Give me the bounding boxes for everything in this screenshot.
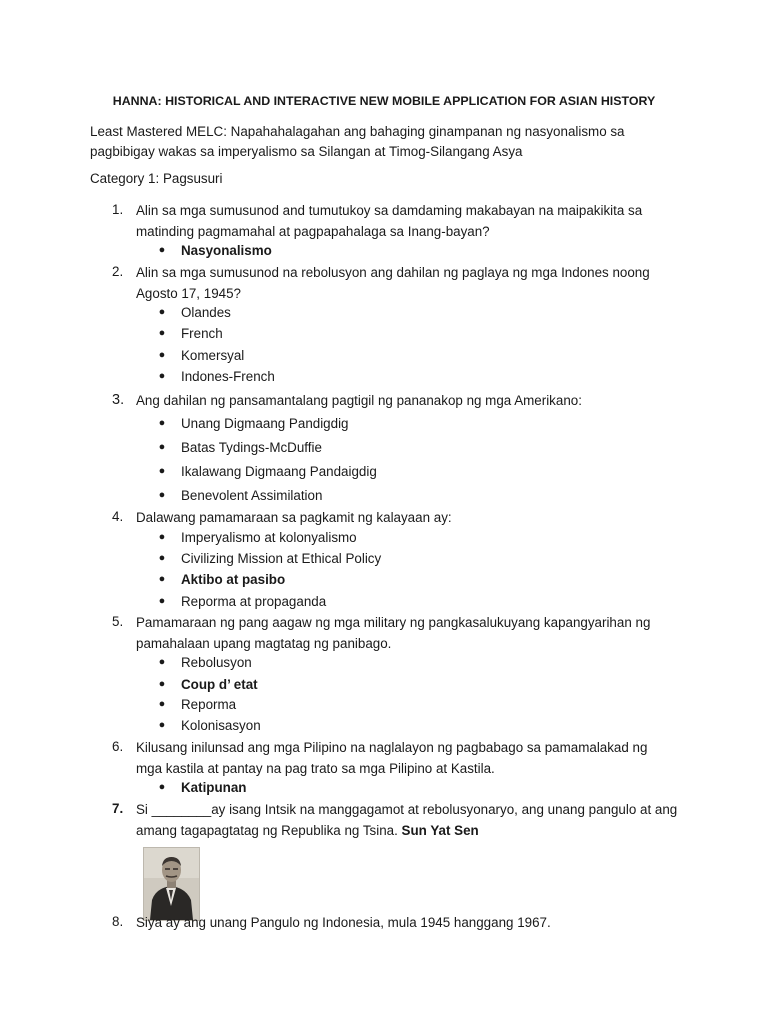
question-4-option-4: Reporma at propaganda bbox=[181, 594, 327, 609]
portrait-illustration bbox=[144, 848, 199, 920]
bullet-icon: ● bbox=[158, 595, 166, 607]
question-3-option-1: Unang Digmaang Pandigdig bbox=[181, 416, 349, 431]
bullet-icon: ● bbox=[158, 531, 166, 543]
question-1-number: 1. bbox=[112, 202, 124, 217]
question-6-line-1: Kilusang inilunsad ang mga Pilipino na naglalayon ng pagbabago sa pamamalakad ng bbox=[136, 740, 648, 755]
question-5-option-3: Reporma bbox=[181, 697, 237, 712]
bullet-icon: ● bbox=[158, 370, 166, 382]
question-7-line-2 bbox=[136, 820, 479, 841]
question-2-line-2: Agosto 17, 1945? bbox=[136, 286, 241, 301]
question-3-line-1: Ang dahilan ng pansamantalang pagtigil ng pananakop ng mga Amerikano: bbox=[136, 393, 582, 408]
bullet-icon: ● bbox=[158, 306, 166, 318]
question-4-option-2: Civilizing Mission at Ethical Policy bbox=[181, 551, 382, 566]
document-title: HANNA: HISTORICAL AND INTERACTIVE NEW MOBILE APPLICATION FOR ASIAN HISTORY bbox=[112, 94, 656, 108]
melc-statement: Least Mastered MELC: Napahahalagahan ang bahaging ginampanan ng nasyonalismo sa pagbibigay wakas sa imperyalismo sa Silangan at Timog-Silangang Asya bbox=[90, 124, 625, 159]
question-1-line-1: Alin sa mga sumusunod and tumutukoy sa damdaming makabayan na maipakikita sa bbox=[136, 203, 643, 218]
question-7-answer: Sun Yat Sen bbox=[401, 823, 479, 838]
question-1-line-2: matinding pagmamahal at pagpapahalaga sa Inang-bayan? bbox=[136, 224, 490, 239]
question-5-option-2: Coup d’ etat bbox=[181, 677, 258, 692]
question-4-line-1: Dalawang pamamaraan sa pagkamit ng kalayaan ay: bbox=[136, 510, 452, 525]
bullet-icon: ● bbox=[158, 698, 166, 710]
question-2-number: 2. bbox=[112, 264, 124, 279]
question-5-option-4: Kolonisasyon bbox=[181, 718, 261, 733]
question-5-line-2: pamahalaan upang magtatag ng panibago. bbox=[136, 636, 392, 651]
bullet-icon: ● bbox=[158, 441, 166, 453]
question-2-option-4: Indones-French bbox=[181, 369, 275, 384]
bullet-icon: ● bbox=[158, 656, 166, 668]
question-3-option-2: Batas Tydings-McDuffie bbox=[181, 440, 322, 455]
question-3-number: 3. bbox=[112, 392, 125, 408]
bullet-icon: ● bbox=[158, 417, 166, 429]
question-4-option-1: Imperyalismo at kolonyalismo bbox=[181, 530, 357, 545]
question-8-line-1: Siya ay ang unang Pangulo ng Indonesia, mula 1945 hanggang 1967. bbox=[136, 915, 551, 930]
question-2-option-2: French bbox=[181, 326, 223, 341]
question-3-option-3: Ikalawang Digmaang Pandaigdig bbox=[181, 464, 377, 479]
question-5-line-1: Pamamaraan ng pang aagaw ng mga military ng pangkasalukuyang kapangyarihan ng bbox=[136, 615, 651, 630]
bullet-icon: ● bbox=[158, 678, 166, 690]
category-heading: Category 1: Pagsusuri bbox=[90, 171, 223, 186]
bullet-icon: ● bbox=[158, 781, 166, 793]
question-4-option-3: Aktibo at pasibo bbox=[181, 572, 286, 587]
question-5-number: 5. bbox=[112, 614, 124, 629]
question-3-option-4: Benevolent Assimilation bbox=[181, 488, 323, 503]
bullet-icon: ● bbox=[158, 573, 166, 585]
bullet-icon: ● bbox=[158, 349, 166, 361]
question-7-number: 7. bbox=[112, 801, 124, 816]
question-6-option-1: Katipunan bbox=[181, 780, 247, 795]
bullet-icon: ● bbox=[158, 552, 166, 564]
bullet-icon: ● bbox=[158, 489, 166, 501]
question-7-line-1: Si ________ay isang Intsik na manggagamot at rebolusyonaryo, ang unang pangulo at ang bbox=[136, 802, 678, 817]
question-1-option-1: Nasyonalismo bbox=[181, 243, 272, 258]
question-5-option-1: Rebolusyon bbox=[181, 655, 252, 670]
question-7-line-2-text: amang tagapagtatag ng Republika ng Tsina. bbox=[136, 823, 398, 838]
bullet-icon: ● bbox=[158, 244, 166, 256]
bullet-icon: ● bbox=[158, 465, 166, 477]
bullet-icon: ● bbox=[158, 327, 166, 339]
bullet-icon: ● bbox=[158, 719, 166, 731]
question-8-number: 8. bbox=[112, 914, 124, 929]
question-4-number: 4. bbox=[112, 509, 124, 524]
question-6-number: 6. bbox=[112, 739, 124, 754]
portrait-photo bbox=[143, 847, 200, 921]
question-2-option-1: Olandes bbox=[181, 305, 231, 320]
question-2-option-3: Komersyal bbox=[181, 348, 245, 363]
question-2-line-1: Alin sa mga sumusunod na rebolusyon ang dahilan ng paglaya ng mga Indones noong bbox=[136, 265, 650, 280]
question-6-line-2: mga kastila at pantay na pag trato sa mga Pilipino at Kastila. bbox=[136, 761, 495, 776]
